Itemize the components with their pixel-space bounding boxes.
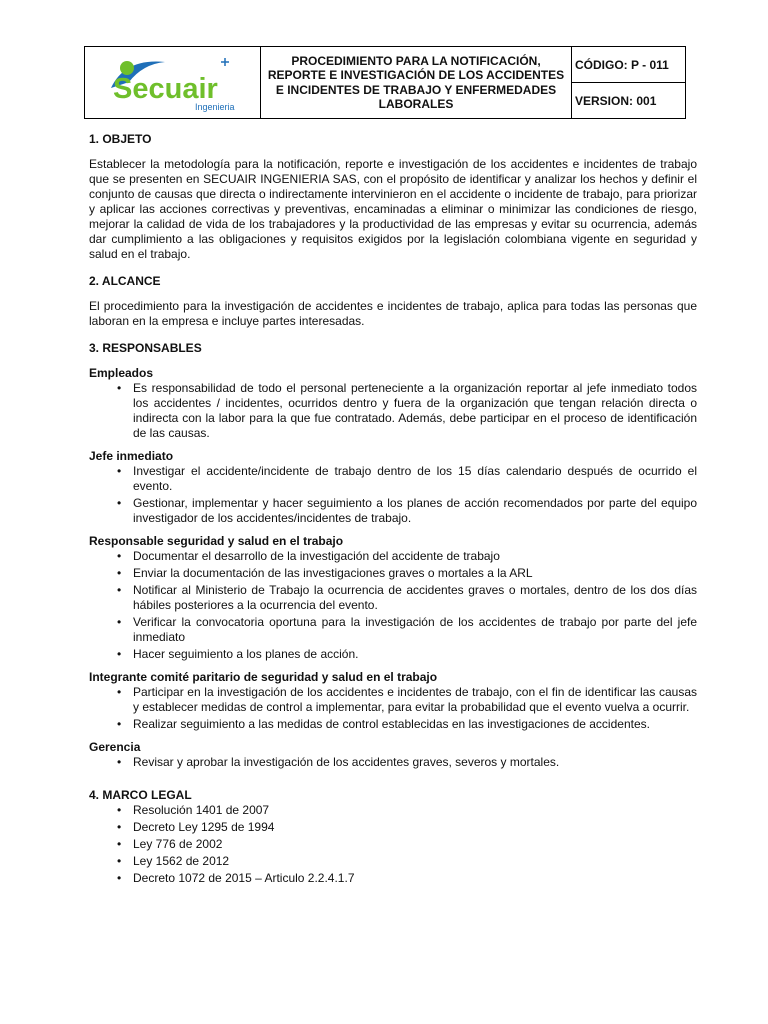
section-title-responsables: 3. RESPONSABLES [89,341,202,355]
list-item: • Ley 776 de 2002 [89,837,697,852]
list-item: • Documentar el desarrollo de la investigación del accidente de trabajo [89,549,697,564]
group-heading-gerencia: Gerencia [89,740,141,754]
list-item: • Investigar el accidente/incidente de trabajo dentro de los 15 días calendario después de ocurrido el evento. [89,464,697,494]
list-item: • Ley 1562 de 2012 [89,854,697,869]
objeto-paragraph: Establecer la metodología para la notificación, reporte e investigación de los accidentes e incidentes de trabajo que se presenten en SECUAIR INGENIERIA SAS, con el propósito de identificar y analizar los hechos y definir el conjunto de causas que directa o indirectamente intervinieron en el accidente o incidente de trabajo, para priorizar y aplicar las acciones correctivas y preventivas, encaminadas a eliminar o minimizar las condiciones de riesgo, mejorar la calidad de vida de los trabajadores y la productividad de las empresas y evitar su ocurrencia, además dar cumplimiento a las obligaciones y requisitos exigidos por la legislación colombiana vigente en seguridad y salud en el trabajo. [89,157,697,261]
list-item: • Notificar al Ministerio de Trabajo la ocurrencia de accidentes graves o mortales, dentro de los dos días hábiles posteriores a la ocurrencia del evento. [89,583,697,613]
comite-list [89,685,697,732]
logo-subtext: Ingenieria [194,101,235,112]
alcance-paragraph: El procedimiento para la investigación de accidentes e incidentes de trabajo, aplica para todas las personas que laboran en la empresa e incluye partes interesadas. [89,299,697,328]
list-item: • Decreto 1072 de 2015 – Articulo 2.2.4.1.7 [89,871,697,886]
group-heading-comite: Integrante comité paritario de seguridad y salud en el trabajo [89,670,438,684]
logo-cell [85,47,261,119]
document-header [84,46,686,119]
document-body [89,132,697,894]
list-item: • Decreto Ley 1295 de 1994 [89,820,697,835]
secuair-logo [103,52,243,114]
list-item: • Revisar y aprobar la investigación de los accidentes graves, severos y mortales. [89,755,697,770]
marco-legal-list [89,803,697,886]
spacer [89,778,697,788]
section-title-alcance: 2. ALCANCE [89,274,161,288]
list-item: • Participar en la investigación de los accidentes e incidentes de trabajo, con el fin de identificar las causas y establecer medidas de control a implementar, para evitar la probabilidad que el evento vuelva a ocurrir. [89,685,697,715]
group-heading-sst: Responsable seguridad y salud en el trabajo [89,534,344,548]
section-title-marco-legal: 4. MARCO LEGAL [89,788,192,802]
document-code: CÓDIGO: P - 011 [572,47,686,83]
empleados-list [89,381,697,441]
jefe-list [89,464,697,526]
section-title-objeto: 1. OBJETO [89,132,152,146]
list-item: • Es responsabilidad de todo el personal perteneciente a la organización reportar al jefe inmediato todos los accidentes / incidentes, ocurridos dentro y fuera de la organización que tengan relación directa o indirecta con la labor para la que fue contratado. Además, debe participar en el proceso de identificación de las causas. [89,381,697,441]
logo-text: Secuair [112,72,218,105]
document-version: VERSION: 001 [572,83,686,119]
group-heading-empleados: Empleados [89,366,154,380]
list-item: • Gestionar, implementar y hacer seguimiento a los planes de acción recomendados por parte del equipo investigador de los accidentes/incidentes de trabajo. [89,496,697,526]
list-item: • Resolución 1401 de 2007 [89,803,697,818]
list-item: • Realizar seguimiento a las medidas de control establecidas en las investigaciones de accidentes. [89,717,697,732]
list-item: • Hacer seguimiento a los planes de acción. [89,647,697,662]
sst-list [89,549,697,662]
list-item: • Verificar la convocatoria oportuna para la investigación de los accidentes de trabajo por parte del jefe inmediato [89,615,697,645]
document-title: PROCEDIMIENTO PARA LA NOTIFICACIÓN, REPORTE E INVESTIGACIÓN DE LOS ACCIDENTES E INCIDENTES DE TRABAJO Y ENFERMEDADES LABORALES [261,47,572,119]
gerencia-list [89,755,697,770]
list-item: • Enviar la documentación de las investigaciones graves o mortales a la ARL [89,566,697,581]
group-heading-jefe: Jefe inmediato [89,449,174,463]
